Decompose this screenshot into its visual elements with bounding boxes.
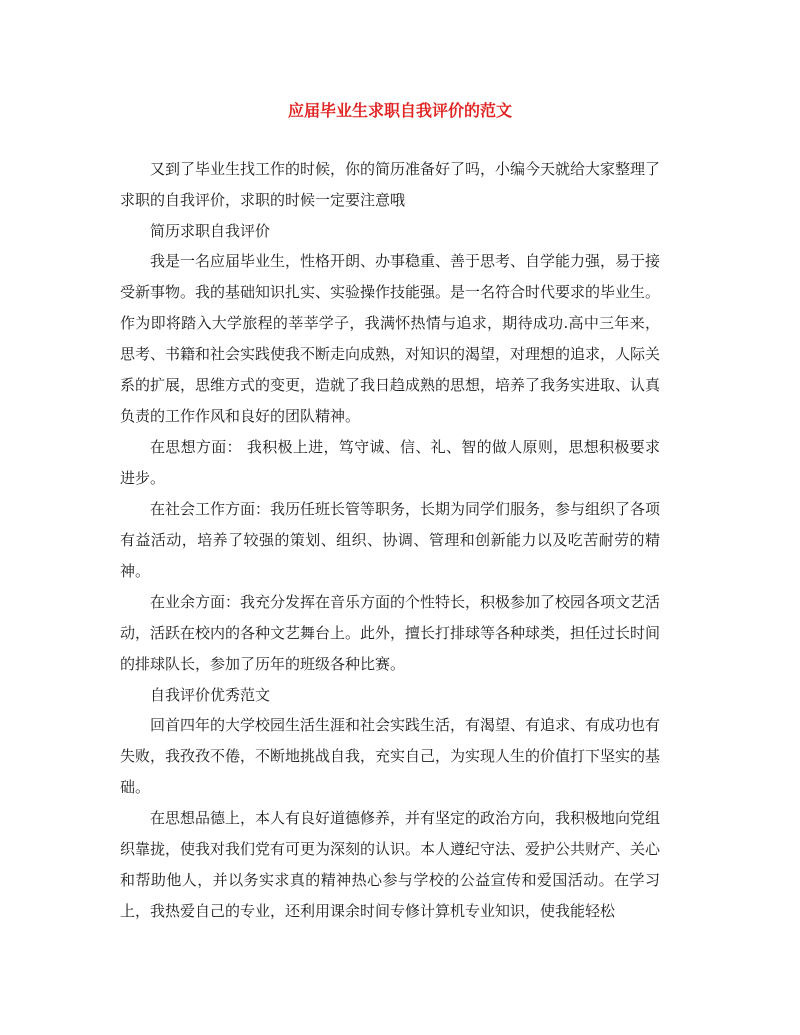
self-introduction-paragraph: 我是一名应届毕业生，性格开朗、办事稳重、善于思考、自学能力强，易于接受新事物。我的基础知识扎实、实验操作技能强。是一名符合时代要求的毕业生。 作为即将踏入大学旅程的莘莘学子，我满怀热情与追求，期待成功.高中三年来，思考、书籍和社会实践使我不断走向成熟，对知识的渴望，对理想的追求，人际关系的扩展，思维方式的变更，造就了我日趋成熟的思想，培养了我务实进取、认真负责的工作作风和良好的团队精神。	[120, 252, 661, 425]
section-heading-excellent-example: 自我评价优秀范文	[150, 686, 271, 704]
ideology-paragraph: 在思想方面： 我积极上进，笃守诚、信、礼、智的做人原则，思想积极要求进步。	[120, 438, 660, 487]
moral-character-paragraph: 在思想品德上，本人有良好道德修养，并有坚定的政治方向，我积极地向党组织靠拢，使我对我们党有可更为深刻的认识。本人遵纪守法、爱护公共财产、关心和帮助他人，并以务实求真的精神热心参与学校的公益宣传和爱国活动。在学习上，我热爱自己的专业，还利用课余时间专修计算机专业知识，使我能轻松	[120, 809, 661, 920]
document-title: 应届毕业生求职自我评价的范文	[287, 101, 512, 120]
social-work-paragraph: 在社会工作方面：我历任班长管等职务，长期为同学们服务，参与组织了各项有益活动，培养了较强的策划、组织、协调、管理和创新能力以及吃苦耐劳的精神。	[120, 500, 661, 580]
document-body	[120, 154, 660, 927]
section-heading-resume-self-evaluation: 简历求职自我评价	[150, 222, 271, 240]
leisure-paragraph: 在业余方面：我充分发挥在音乐方面的个性特长，积极参加了校园各项文艺活动，活跃在校内的各种文艺舞台上。此外，擅长打排球等各种球类，担任过长时间的排球队长，参加了历年的班级各种比赛。	[120, 593, 661, 673]
review-paragraph: 回首四年的大学校园生活生涯和社会实践生活，有渴望、有追求、有成功也有失败，我孜孜不倦，不断地挑战自我，充实自己，为实现人生的价值打下坚实的基础。	[120, 716, 661, 796]
intro-paragraph: 又到了毕业生找工作的时候，你的简历准备好了吗，小编今天就给大家整理了求职的自我评价，求职的时候一定要注意哦	[120, 160, 661, 209]
